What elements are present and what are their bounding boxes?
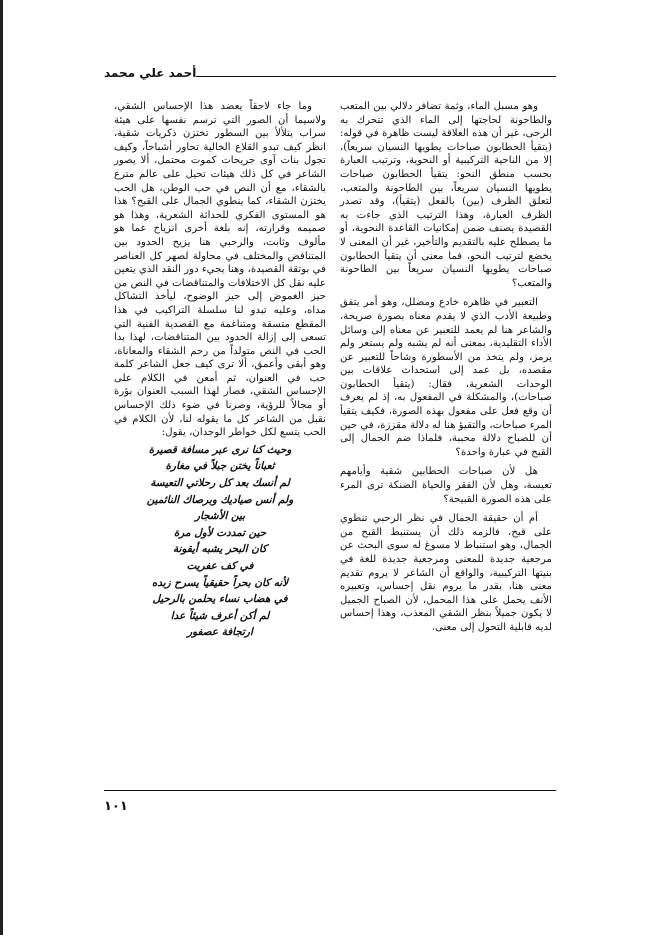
page-number: ١٠١	[104, 799, 128, 814]
paragraph: التعبير في ظاهره خادع ومضلل، وهو أمر يتفق وطبيعة الأدب الذي لا يقدم معناه بصورة صريحة، والشاعر هنا لم يعمد للتعبير عن معناه إلى وسائل الأداء التقليدية، بمعنى أنه لم يشبه ولم يستعر ولم يرمز، ولم يتخذ من الأسطورة وشاحاً للتعبير عن مقصده، بل عمد إلى استحداث علاقات بين الوحدات الشعرية، فقال: (يتقيأ الحطابون صباحات)، والمشكلة في المفعول به، إذ لم يعرف أن وقع فعل على مفعول بهذه الصورة، فكيف يتقيأ المرء صباحات، والتقيؤ هنا له دلالة مقززة، في حين أن للصباح دلالة محببة، فلماذا ضم الجمال إلى القبح في عبارة واحدة؟	[340, 297, 552, 458]
scan-edge	[0, 0, 3, 935]
right-column	[340, 100, 552, 641]
poem-line: كان البحر يشبه أيقونة	[173, 543, 267, 556]
paragraph: وما جاء لاحقاً يعضد هذا الإحساس الشقي، ولاسيما أن الصور التي ترسم نفسها على هيئة سراب يتلألأ بين السطور تختزن ذكريات شقية، انظر كيف تبدو القلاع الخالية تحاور أشباحاً، وكيف تجول بنات آوى جريحات كموت محتمل، ألا يصور الشاعر في كل ذلك هيئات تحيل على عالم مترع بالشقاء، مع أن النص في حب الوطن، هل الحب يختزن الشقاء، كما ينطوي الجمال على القبح؟ هذا هو المستوى الفكري للحداثة الشعرية، وهذا هو صميمه وقرارته، إنه بلغة أخرى انزياح عما هو مألوف وثابت، والرحبي هنا يزيح الحدود بين المتناقض والمختلف في محاولة لصهر كل العناصر في بوتقة القصيدة، وهنا يجيء دور النقد الذي يتعين عليه نقل كل الاختلافات والمتناقضات في النص من حيز الغموض إلى حيز الوضوح، ليأخذ التشاكل مداه، وعليه تبدو لنا سلسلة التراكيب في هذا المقطع متسقة ومتناغمة مع القصدية الفنية التي تسعى إلى إزالة الحدود بين المتناقضات، لهذا بدا الحب في النص متولداً من رحم الشقاء والمعاناة، وهو أبقى وأعمق، ألا ترى كيف جعل الشاعر كلمة حب في العنوان، ثم أمعن في الكلام على الإحساس الشقي، فصار لهذا السبب العنوان بؤرة أو مجالاً للرؤية، وصرنا في ضوء ذلك الإحساس نقبل من الشاعر كل ما يقوله لنا، لأن الكلام في الحب يتسع لكل خواطر الوجدان، يقول:	[114, 101, 326, 439]
paragraph: وهو مسبل الماء، وثمة تضافر دلالي بين المتعب والطاحونة لحاجتها إلى الماء الذي تتحرك به الرحى، غير أن هذه العلاقة ليست ظاهرة في قوله: (يتقيأ الحطابون صباحات يطويها النسيان سريعاً)، إلا من الناحية التركيبية أو النحوية، وترتيب العبارة بحسب منطق النحو: يتقيأ الحطابون صباحات يطويها النسيان سريعاً، بين الطاحونة والمتعب، لتعلق الظرف (بين) بالفعل (يتقيأ)، وقد تصدر الظرف العبارة، وهذا الترتيب الذي جاءت به القصيدة يصنف ضمن إمكانيات القاعدة النحوية، أو ما يصطلح عليه بالتقديم والتأخير، غير أن المعنى لا يخضع لترتيب النحو، فما معنى أن يتقيأ الحطابون صباحات يطويها النسيان سريعاً بين الطاحونة والمتعب؟	[340, 101, 552, 289]
poem-line: بين الأشجار	[195, 510, 245, 523]
running-header	[104, 66, 556, 88]
poem-line: لأنه كان بحراً حقيقياً يسرح زبده	[151, 576, 289, 589]
poem-line: لم أكن أعرف شيئاً عدا	[170, 609, 270, 622]
poem-line: ارتجافة عصفور	[187, 626, 253, 639]
poem-line: حين تمددت لأول مرة	[173, 526, 267, 539]
poem-line: في كف عفريت	[186, 560, 254, 572]
poem-line: في هضاب نساء يحلمن بالرحيل	[152, 593, 288, 606]
paragraph: هل لأن صباحات الحطابين شقية وأيامهم تعيسة، وهل لأن الفقر والحياة الضنكة ترى المرء على هذه الصورة القبيحة؟	[340, 466, 552, 505]
header-rule	[196, 76, 556, 77]
left-column	[114, 100, 326, 641]
poem-quote	[114, 442, 326, 641]
poem-line: ولم أنس صياديك وبرصاك النائمين	[146, 493, 294, 506]
paragraph: أم أن حقيقة الجمال في نظر الرحبي تنطوي على قبح، فالزمه ذلك أن يستنبط القبح من الجمال، وهو استنباط لا مسوغ له سوى البحث عن مرجعية جديدة للمعنى ومرجعية جديدة للغة في بنيتها التركيبية، والواقع أن الشاعر لا يروم تقديم معنى هنا، بقدر ما يروم نقل إحساس، وتعبيره الأنف يحمل على هذا المحمل، لأن الصباح الجميل لا يكون جميلاً بنظر الشقي المعذب، وهذا إحساس لديه قابلية التحول إلى معنى.	[340, 513, 552, 633]
footer-rule	[104, 790, 556, 791]
poem-line: لم أنسك بعد كل رحلاتي التعيسة	[150, 477, 290, 490]
poem-line: وحيث كنا نرى عبر مسافة قصيرة	[148, 443, 292, 456]
author-name: أحمد علي محمد	[104, 66, 197, 80]
poem-line: ثعباناً يختن جبلاً في مغارة	[165, 460, 275, 473]
